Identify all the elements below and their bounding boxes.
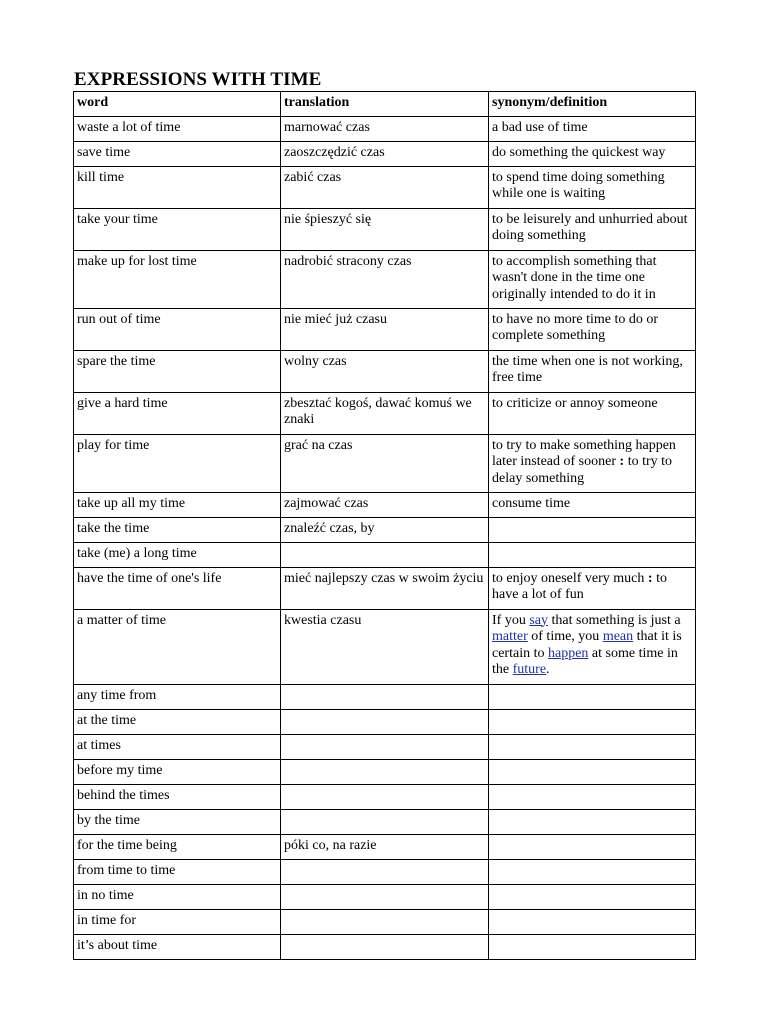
- definition-text: If you: [492, 612, 530, 628]
- cell-word: spare the time: [74, 350, 281, 392]
- cell-translation: zaoszczędzić czas: [281, 141, 489, 166]
- cell-word: save time: [74, 141, 281, 166]
- table-row: [74, 759, 696, 784]
- table-row: [74, 250, 696, 308]
- cell-translation: zabić czas: [281, 166, 489, 208]
- cell-translation: póki co, na razie: [281, 834, 489, 859]
- table-row: [74, 517, 696, 542]
- definition-separator: :: [619, 454, 625, 469]
- cell-translation: nadrobić stracony czas: [281, 250, 489, 308]
- definition-text: at some time in the: [492, 645, 678, 677]
- cell-word: in time for: [74, 909, 281, 934]
- table-row: [74, 709, 696, 734]
- cell-translation: [281, 734, 489, 759]
- cell-definition: [489, 609, 696, 684]
- cell-word: make up for lost time: [74, 250, 281, 308]
- header-word: word: [74, 92, 281, 117]
- cell-translation: zbesztać kogoś, dawać komuś we znaki: [281, 392, 489, 434]
- definition-text: to try to make something happen later instead of sooner: [492, 437, 676, 469]
- cell-translation: [281, 684, 489, 709]
- cell-word: waste a lot of time: [74, 116, 281, 141]
- table-row: [74, 784, 696, 809]
- table-row: [74, 350, 696, 392]
- cell-translation: kwestia czasu: [281, 609, 489, 684]
- table-row: [74, 208, 696, 250]
- table-row: [74, 434, 696, 492]
- cell-definition: [489, 542, 696, 567]
- table-row: [74, 909, 696, 934]
- cell-word: in no time: [74, 884, 281, 909]
- cell-word: from time to time: [74, 859, 281, 884]
- cell-translation: nie śpieszyć się: [281, 208, 489, 250]
- table-row: [74, 809, 696, 834]
- definition-text: to have a lot of fun: [492, 570, 667, 602]
- cell-word: take up all my time: [74, 492, 281, 517]
- link-matter[interactable]: matter: [492, 629, 528, 644]
- table-header-row: [74, 92, 696, 117]
- cell-translation: [281, 884, 489, 909]
- cell-word: run out of time: [74, 308, 281, 350]
- cell-definition: [489, 734, 696, 759]
- cell-translation: marnować czas: [281, 116, 489, 141]
- definition-separator: :: [647, 570, 653, 586]
- cell-definition: to be leisurely and unhurried about doing something: [489, 208, 696, 250]
- cell-definition: [489, 934, 696, 959]
- cell-word: it’s about time: [74, 934, 281, 959]
- cell-word: at the time: [74, 709, 281, 734]
- cell-translation: zajmować czas: [281, 492, 489, 517]
- table-row: [74, 684, 696, 709]
- cell-translation: [281, 909, 489, 934]
- cell-word: before my time: [74, 759, 281, 784]
- expressions-table: [73, 91, 696, 960]
- cell-translation: [281, 542, 489, 567]
- cell-definition: do something the quickest way: [489, 141, 696, 166]
- link-say[interactable]: say: [529, 612, 548, 628]
- cell-word: have the time of one's life: [74, 567, 281, 609]
- definition-text: to try to delay something: [492, 454, 673, 486]
- cell-word: behind the times: [74, 784, 281, 809]
- cell-definition: consume time: [489, 492, 696, 517]
- table-row: [74, 308, 696, 350]
- cell-word: by the time: [74, 809, 281, 834]
- cell-definition: [489, 884, 696, 909]
- definition-text: of time, you: [527, 629, 603, 644]
- cell-word: at times: [74, 734, 281, 759]
- definition-text: to enjoy oneself very much: [492, 570, 648, 586]
- cell-definition: to accomplish something that wasn't done in the time one originally intended to do it in: [489, 250, 696, 308]
- cell-definition: [489, 759, 696, 784]
- page-title: EXPRESSIONS WITH TIME: [74, 69, 322, 90]
- cell-translation: mieć najlepszy czas w swoim życiu: [281, 567, 489, 609]
- cell-word: give a hard time: [74, 392, 281, 434]
- link-future[interactable]: future: [512, 662, 547, 677]
- table-row: [74, 567, 696, 609]
- cell-definition: [489, 434, 696, 492]
- cell-definition: [489, 784, 696, 809]
- cell-definition: to have no more time to do or complete something: [489, 308, 696, 350]
- cell-translation: [281, 759, 489, 784]
- cell-definition: the time when one is not working, free time: [489, 350, 696, 392]
- header-translation: translation: [281, 92, 489, 117]
- table-row: [74, 141, 696, 166]
- cell-translation: [281, 859, 489, 884]
- table-row: [74, 166, 696, 208]
- cell-definition: to criticize or annoy someone: [489, 392, 696, 434]
- definition-text: that it is certain to: [492, 629, 682, 661]
- cell-definition: [489, 517, 696, 542]
- cell-translation: [281, 934, 489, 959]
- cell-definition: [489, 809, 696, 834]
- cell-translation: wolny czas: [281, 350, 489, 392]
- table-row: [74, 884, 696, 909]
- cell-translation: nie mieć już czasu: [281, 308, 489, 350]
- cell-word: play for time: [74, 434, 281, 492]
- cell-translation: grać na czas: [281, 434, 489, 492]
- definition-text: that something is just a: [548, 612, 681, 628]
- table-row: [74, 609, 696, 684]
- cell-definition: [489, 834, 696, 859]
- cell-definition: to spend time doing something while one is waiting: [489, 166, 696, 208]
- table-row: [74, 492, 696, 517]
- cell-definition: a bad use of time: [489, 116, 696, 141]
- cell-translation: [281, 709, 489, 734]
- cell-translation: znaleźć czas, by: [281, 517, 489, 542]
- table-row: [74, 859, 696, 884]
- table-row: [74, 934, 696, 959]
- cell-definition: [489, 684, 696, 709]
- header-definition: synonym/definition: [489, 92, 696, 117]
- cell-definition: [489, 567, 696, 609]
- cell-translation: [281, 784, 489, 809]
- cell-definition: [489, 909, 696, 934]
- table-row: [74, 542, 696, 567]
- cell-word: for the time being: [74, 834, 281, 859]
- cell-definition: [489, 709, 696, 734]
- table-row: [74, 834, 696, 859]
- cell-word: any time from: [74, 684, 281, 709]
- definition-text: .: [546, 662, 550, 677]
- cell-word: take (me) a long time: [74, 542, 281, 567]
- cell-translation: [281, 809, 489, 834]
- cell-word: kill time: [74, 166, 281, 208]
- table-row: [74, 392, 696, 434]
- cell-word: take the time: [74, 517, 281, 542]
- link-mean[interactable]: mean: [602, 629, 634, 644]
- cell-word: a matter of time: [74, 609, 281, 684]
- cell-word: take your time: [74, 208, 281, 250]
- link-happen[interactable]: happen: [547, 645, 589, 661]
- table-row: [74, 116, 696, 141]
- cell-definition: [489, 859, 696, 884]
- table-row: [74, 734, 696, 759]
